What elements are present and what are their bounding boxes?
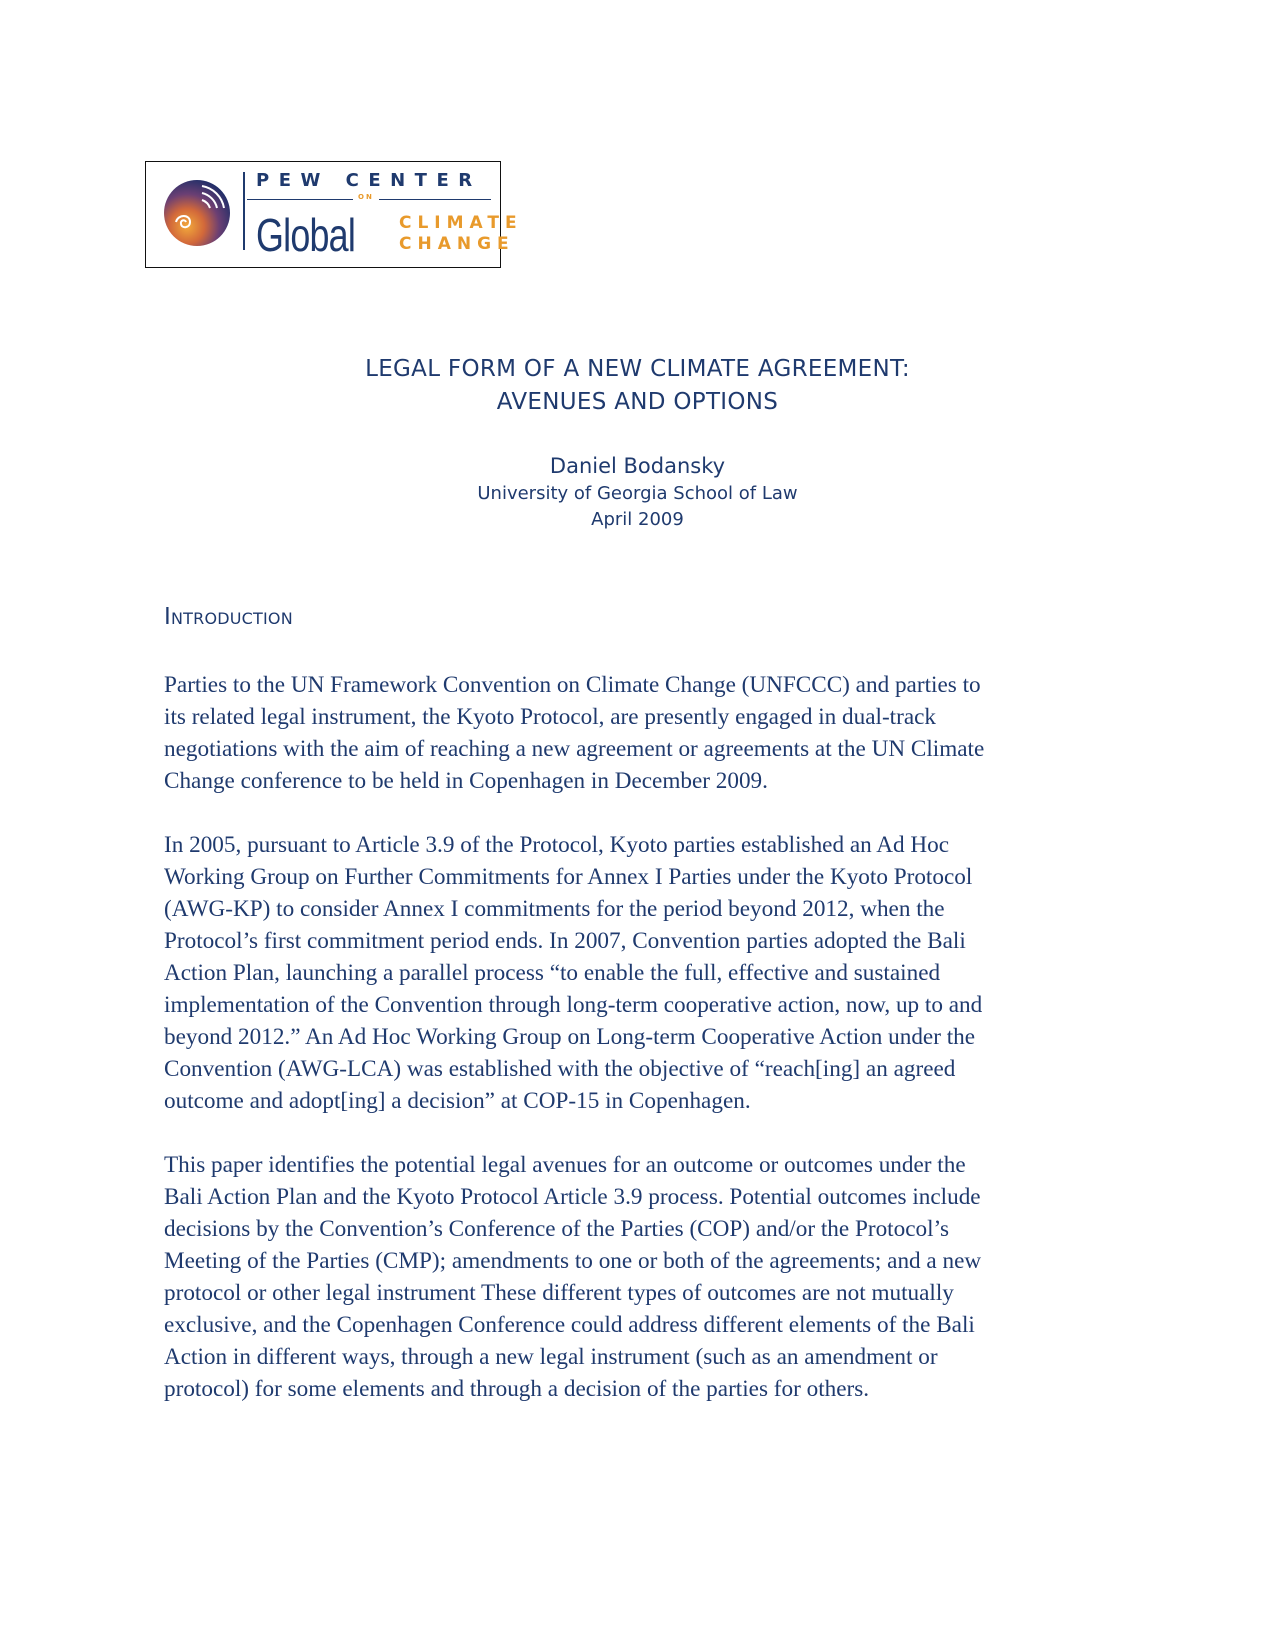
paragraph-line: Action in different ways, through a new legal instrument (such as an amendment or (164, 1344, 938, 1370)
paragraph-line: its related legal instrument, the Kyoto Protocol, are presently engaged in dual-track (164, 704, 937, 730)
logo-pew-center-text: PEW CENTER (256, 170, 482, 191)
paragraph-line: Change conference to be held in Copenhagen in December 2009. (164, 768, 768, 794)
author-affiliation: University of Georgia School of Law (477, 483, 798, 504)
section-heading: Introduction (164, 604, 293, 630)
paragraph-line: (AWG-KP) to consider Annex I commitments for the period beyond 2012, when the (164, 896, 945, 922)
logo-global-text: Global (256, 209, 356, 261)
paragraph-line: Working Group on Further Commitments for Annex I Parties under the Kyoto Protocol (164, 864, 973, 890)
publication-date: April 2009 (591, 509, 684, 530)
title-line-1: LEGAL FORM OF A NEW CLIMATE AGREEMENT: (365, 356, 910, 382)
pew-center-logo (145, 161, 523, 268)
paragraph-line: implementation of the Convention through long-term cooperative action, now, up to and (164, 992, 983, 1018)
paragraph-line: Protocol’s first commitment period ends. In 2007, Convention parties adopted the Bali (164, 928, 966, 954)
paragraph-line: Convention (AWG-LCA) was established with the objective of “reach[ing] an agreed (164, 1056, 956, 1082)
logo-climate-text: CLIMATE (399, 213, 523, 233)
paragraph-line: exclusive, and the Copenhagen Conference could address different elements of the Bali (164, 1312, 975, 1338)
paragraph-2 (164, 829, 1104, 1117)
author-info (0, 451, 1275, 533)
logo-divider (243, 172, 245, 250)
paragraph-line: This paper identifies the potential legal avenues for an outcome or outcomes under the (164, 1152, 966, 1178)
logo-change-text: CHANGE (399, 234, 515, 254)
swirl-globe-icon (162, 178, 232, 248)
document-title (0, 353, 1275, 419)
paragraph-line: outcome and adopt[ing] a decision” at COP-15 in Copenhagen. (164, 1088, 751, 1114)
paragraph-line: Bali Action Plan and the Kyoto Protocol Article 3.9 process. Potential outcomes include (164, 1184, 981, 1210)
paragraph-line: protocol or other legal instrument These different types of outcomes are not mutually (164, 1280, 954, 1306)
paragraph-line: beyond 2012.” An Ad Hoc Working Group on Long-term Cooperative Action under the (164, 1024, 976, 1050)
paragraph-line: decisions by the Convention’s Conference of the Parties (COP) and/or the Protocol’s (164, 1216, 950, 1242)
logo-on-text: ON (353, 193, 379, 201)
paragraph-line: Meeting of the Parties (CMP); amendments to one or both of the agreements; and a new (164, 1248, 982, 1274)
paragraph-line: negotiations with the aim of reaching a new agreement or agreements at the UN Climate (164, 736, 985, 762)
paragraph-line: protocol) for some elements and through a decision of the parties for others. (164, 1376, 870, 1402)
paragraph-line: Action Plan, launching a parallel process “to enable the full, effective and sustained (164, 960, 941, 986)
paragraph-line: In 2005, pursuant to Article 3.9 of the Protocol, Kyoto parties established an Ad Hoc (164, 832, 950, 858)
title-line-2: AVENUES AND OPTIONS (496, 389, 779, 415)
paragraph-line: Parties to the UN Framework Convention on Climate Change (UNFCCC) and parties to (164, 672, 981, 698)
paragraph-1 (164, 669, 1104, 797)
author-name: Daniel Bodansky (549, 454, 726, 478)
paragraph-3 (164, 1149, 1104, 1405)
